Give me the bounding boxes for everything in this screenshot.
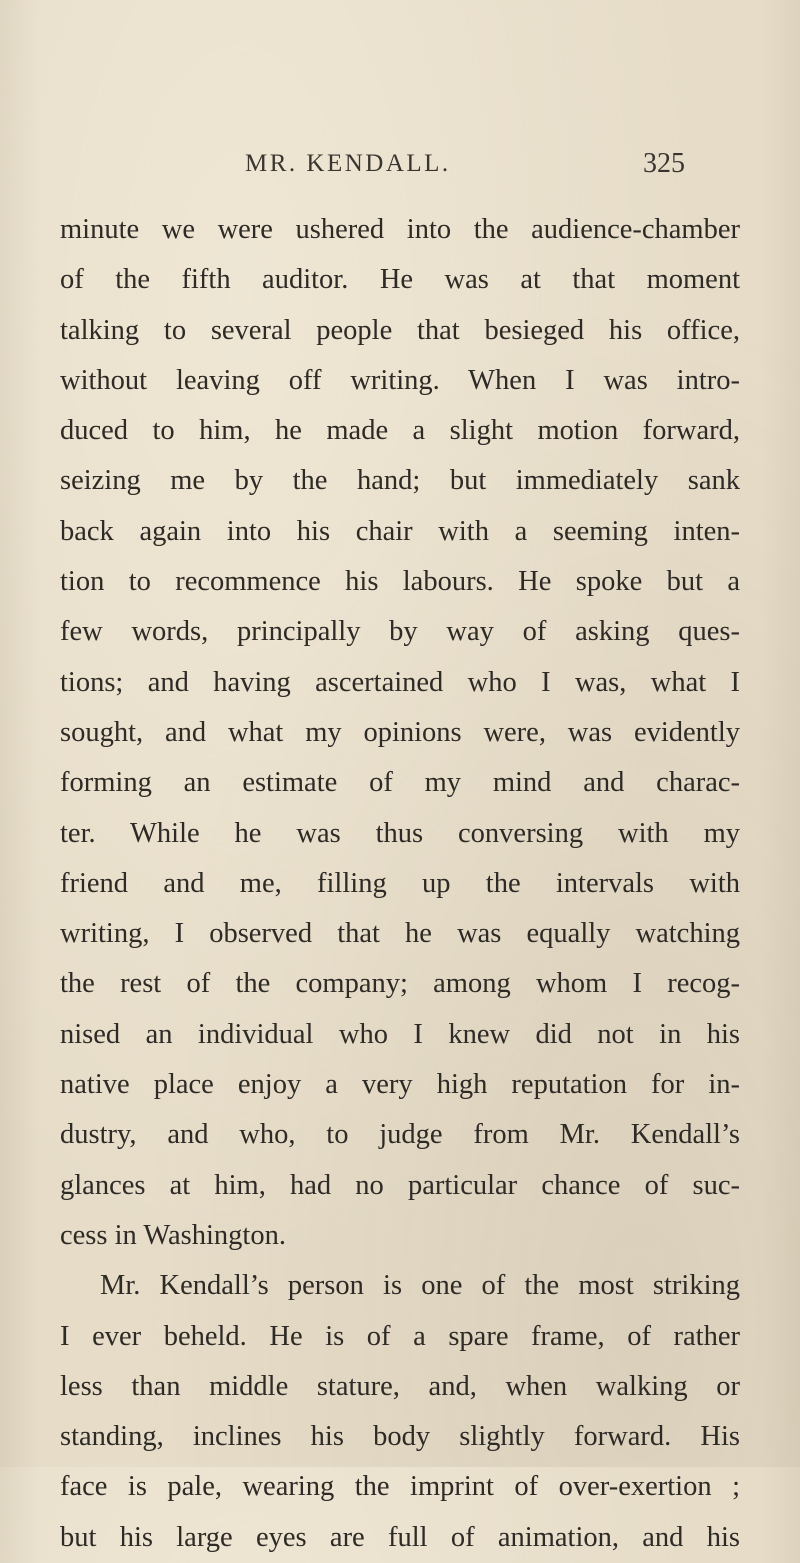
text-line: but his large eyes are full of animation, and his [60, 1521, 740, 1553]
paragraph-start-line: Mr. Kendall’s person is one of the most striking [100, 1270, 740, 1302]
text-line: glances at him, had no particular chance of suc- [60, 1169, 740, 1201]
text-line: forming an estimate of my mind and charac- [60, 767, 740, 799]
text-line: dustry, and who, to judge from Mr. Kendall’s [60, 1119, 740, 1151]
text-line: duced to him, he made a slight motion forward, [60, 415, 740, 447]
text-line: less than middle stature, and, when walking or [60, 1370, 740, 1402]
text-line: writing, I observed that he was equally watching [60, 918, 740, 950]
text-line: standing, inclines his body slightly forward. His [60, 1421, 740, 1453]
text-line: the rest of the company; among whom I recog- [60, 968, 740, 1000]
text-line: minute we were ushered into the audience-chamber [60, 214, 740, 245]
paragraph-end-line: cess in Washington. [60, 1219, 286, 1251]
text-line: nised an individual who I knew did not in his [60, 1018, 740, 1050]
text-line: talking to several people that besieged his office, [60, 314, 740, 346]
text-line: sought, and what my opinions were, was evidently [60, 716, 740, 748]
text-line: tion to recommence his labours. He spoke but a [60, 566, 740, 598]
running-head-title: MR. KENDALL. [245, 150, 451, 177]
text-line: seizing me by the hand; but immediately sank [60, 465, 740, 497]
text-line: native place enjoy a very high reputation for in- [60, 1069, 740, 1101]
text-line: tions; and having ascertained who I was, what I [60, 666, 740, 698]
text-line: I ever beheld. He is of a spare frame, of rather [60, 1320, 740, 1352]
text-line: face is pale, wearing the imprint of over-exertion ; [60, 1471, 740, 1503]
page-number: 325 [643, 148, 685, 179]
text-line: friend and me, filling up the intervals with [60, 867, 740, 899]
text-line: back again into his chair with a seeming inten- [60, 515, 740, 547]
text-line: few words, principally by way of asking ques- [60, 616, 740, 648]
text-line: ter. While he was thus conversing with my [60, 817, 740, 849]
running-head [245, 150, 685, 190]
text-line: without leaving off writing. When I was intro- [60, 364, 740, 396]
text-line: of the fifth auditor. He was at that moment [60, 264, 740, 296]
body-text [60, 205, 740, 1563]
